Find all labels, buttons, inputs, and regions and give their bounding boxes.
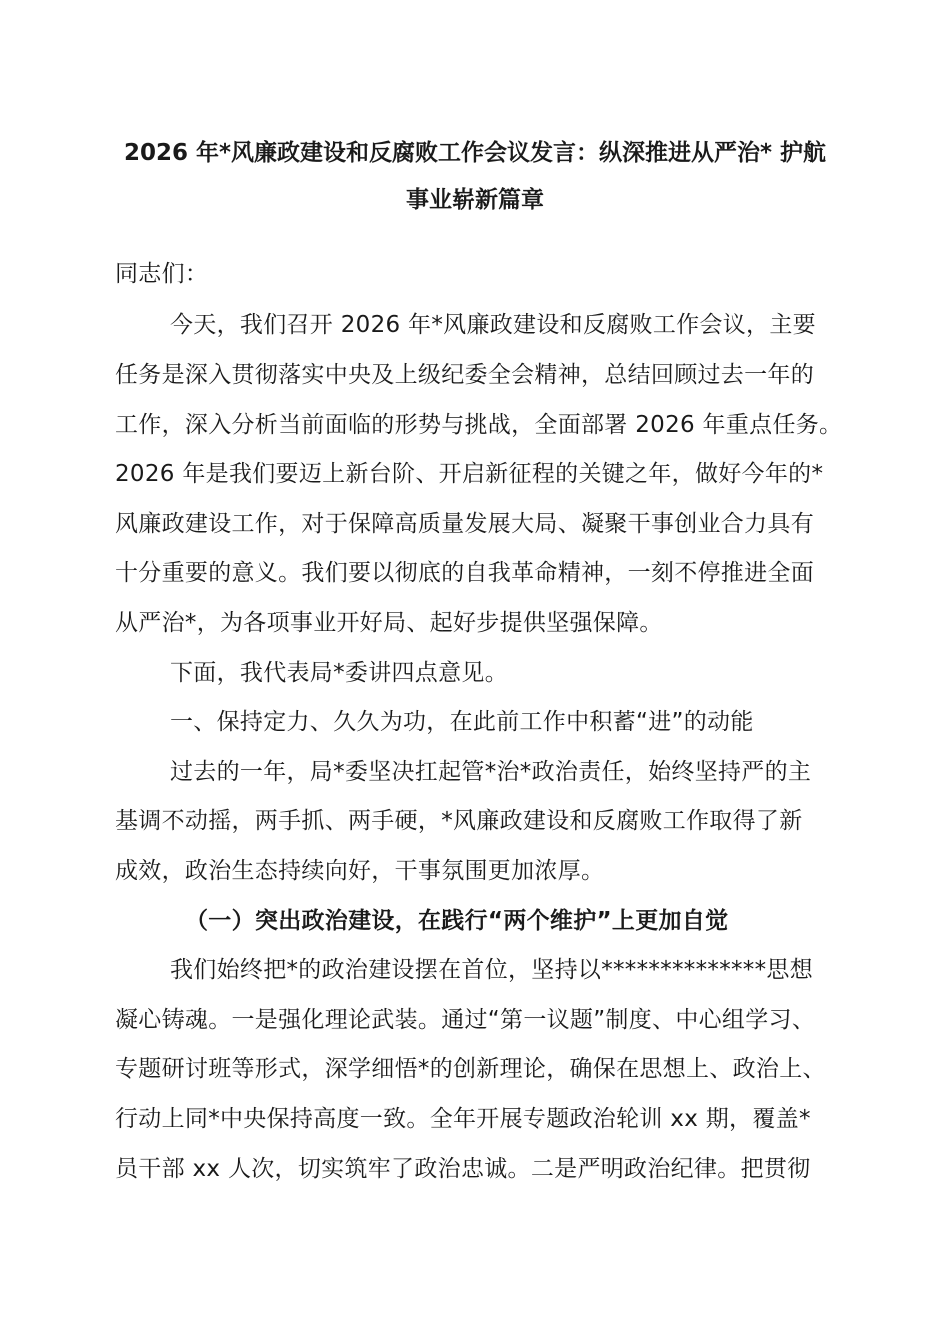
- paragraph-line: 风廉政建设工作，对于保障高质量发展大局、凝聚干事创业合力具有: [115, 511, 814, 537]
- paragraph-line: 专题研讨班等形式，深学细悟*的创新理论，确保在思想上、政治上、: [115, 1056, 826, 1082]
- paragraph-line: 成效，政治生态持续向好，干事氛围更加浓厚。: [115, 858, 605, 884]
- paragraph-line: 凝心铸魂。一是强化理论武装。通过“第一议题”制度、中心组学习、: [115, 1007, 816, 1033]
- paragraph-line: 从严治*，为各项事业开好局、起好步提供坚强保障。: [115, 610, 663, 636]
- paragraph-line: 工作，深入分析当前面临的形势与挑战，全面部署 2026 年重点任务。: [115, 412, 843, 438]
- paragraph-line: 下面，我代表局*委讲四点意见。: [170, 660, 508, 686]
- section-heading: 一、保持定力、久久为功，在此前工作中积蓄“进”的动能: [170, 709, 754, 735]
- paragraph-line: 过去的一年，局*委坚决扛起管*治*政治责任，始终坚持严的主: [170, 759, 812, 785]
- paragraph-line: 任务是深入贯彻落实中央及上级纪委全会精神，总结回顾过去一年的: [115, 362, 814, 388]
- paragraph-line: 基调不动摇，两手抓、两手硬，*风廉政建设和反腐败工作取得了新: [115, 808, 803, 834]
- paragraph-line: 十分重要的意义。我们要以彻底的自我革命精神，一刻不停推进全面: [115, 560, 814, 586]
- document-title-line-2: 事业崭新篇章: [406, 187, 544, 213]
- paragraph-line: 2026 年是我们要迈上新台阶、开启新征程的关键之年，做好今年的*: [115, 461, 824, 487]
- document-title-line-1: 2026 年*风廉政建设和反腐败工作会议发言：纵深推进从严治* 护航: [123, 140, 827, 166]
- paragraph-line: 今天，我们召开 2026 年*风廉政建设和反腐败工作会议，主要: [170, 312, 816, 338]
- salutation: 同志们：: [115, 261, 209, 287]
- paragraph-line: 员干部 xx 人次，切实筑牢了政治忠诚。二是严明政治纪律。把贯彻: [115, 1156, 811, 1182]
- subsection-heading: （一）突出政治建设，在践行“两个维护”上更加自觉: [185, 908, 729, 934]
- paragraph-line: 行动上同*中央保持高度一致。全年开展专题政治轮训 xx 期，覆盖*: [115, 1106, 811, 1132]
- paragraph-line: 我们始终把*的政治建设摆在首位，坚持以**************思想: [170, 957, 813, 983]
